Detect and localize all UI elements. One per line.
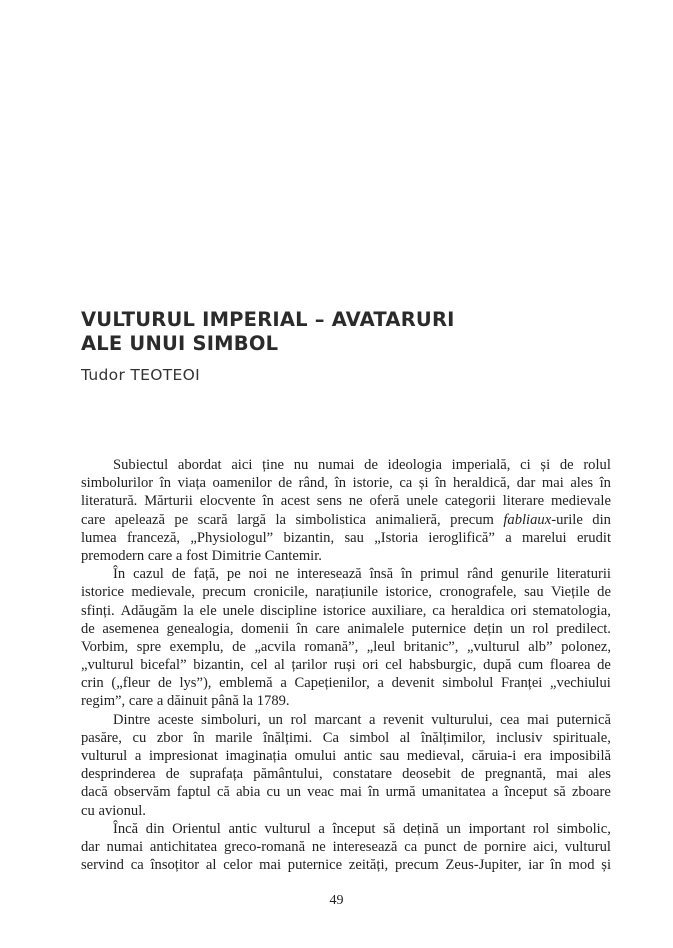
text-line: dacă observăm faptul că abia cu un veac mai în urmă umanitatea a început să zboare <box>81 784 611 801</box>
text-line: regim”, care a dăinuit până la 1789. <box>81 693 290 710</box>
text-line: sfinți. Adăugăm la ele unele discipline istorice auxiliare, ca heraldica ori stematologia, <box>81 602 611 619</box>
text-line: care apelează pe scară largă la simbolistica animalieră, precum fabliaux-urile din <box>81 511 611 528</box>
text-line: vulturul a impresionat imaginația omului antic sau medieval, căruia-i era imposibilă <box>81 748 611 764</box>
text-line: „vulturul bicefal” bizantin, cel al țarilor ruși ori cel habsburgic, după cum floarea de <box>81 657 611 674</box>
paragraph <box>81 711 611 820</box>
text-line: Subiectul abordat aici ține nu numai de ideologia imperială, ci și de rolul <box>113 457 611 473</box>
text-line: Încă din Orientul antic vulturul a început să dețină un important rol simbolic, <box>113 820 611 837</box>
article-title-line-1: VULTURUL IMPERIAL – AVATARURI <box>81 308 455 331</box>
text-line: de asemenea genealogia, domenii în care animalele puternice dețin un rol predilect. <box>81 620 611 637</box>
paragraph <box>81 565 611 711</box>
article-title <box>81 308 601 356</box>
text-line: simbolurilor în viața oamenilor de rând, în istorie, ca și în heraldică, dar mai ales în <box>81 475 611 492</box>
text-line: dar numai antichitatea greco-romană ne interesează ca punct de pornire aici, vulturul <box>81 838 611 855</box>
page-number: 49 <box>329 893 344 908</box>
paragraph <box>81 456 611 565</box>
text-line: desprinderea de suprafața pământului, constatare deosebit de pregnantă, mai ales <box>81 766 611 783</box>
text-line: servind ca însoțitor al celor mai puternice zeități, precum Zeus-Jupiter, iar în mod și <box>81 857 611 874</box>
text-line: crin („fleur de lys”), emblemă a Capețienilor, a devenit simbolul Franței „vechiului <box>81 675 611 692</box>
text-line: istorice medievale, precum cronicile, narațiunile istorice, cronografele, sau Viețile de <box>81 584 611 601</box>
author-name: Tudor TEOTEOI <box>81 366 200 384</box>
text-line: Vorbim, spre exemplu, de „acvila romană”, „leul britanic”, „vulturul alb” polonez, <box>81 638 611 655</box>
text-line: pasăre, cu zbor în marile înălțimi. Ca simbol al înălțimilor, inclusiv spirituale, <box>81 729 611 746</box>
text-line: lumea franceză, „Physiologul” bizantin, sau „Istoria ieroglifică” a marelui erudit <box>81 529 611 546</box>
text-line: cu avionul. <box>81 802 146 819</box>
text-line: Dintre aceste simboluri, un rol marcant a revenit vulturului, cea mai puternică <box>113 711 611 728</box>
text-line: literatură. Mărturii elocvente în acest sens ne oferă unele categorii literare medievale <box>81 493 611 510</box>
text-line: În cazul de față, pe noi ne interesează însă în primul rând genurile literaturii <box>113 566 611 583</box>
article-title-line-2: ALE UNUI SIMBOL <box>81 332 279 355</box>
body-text <box>81 456 611 874</box>
text-line: premodern care a fost Dimitrie Cantemir. <box>81 547 322 564</box>
paragraph <box>81 820 611 875</box>
